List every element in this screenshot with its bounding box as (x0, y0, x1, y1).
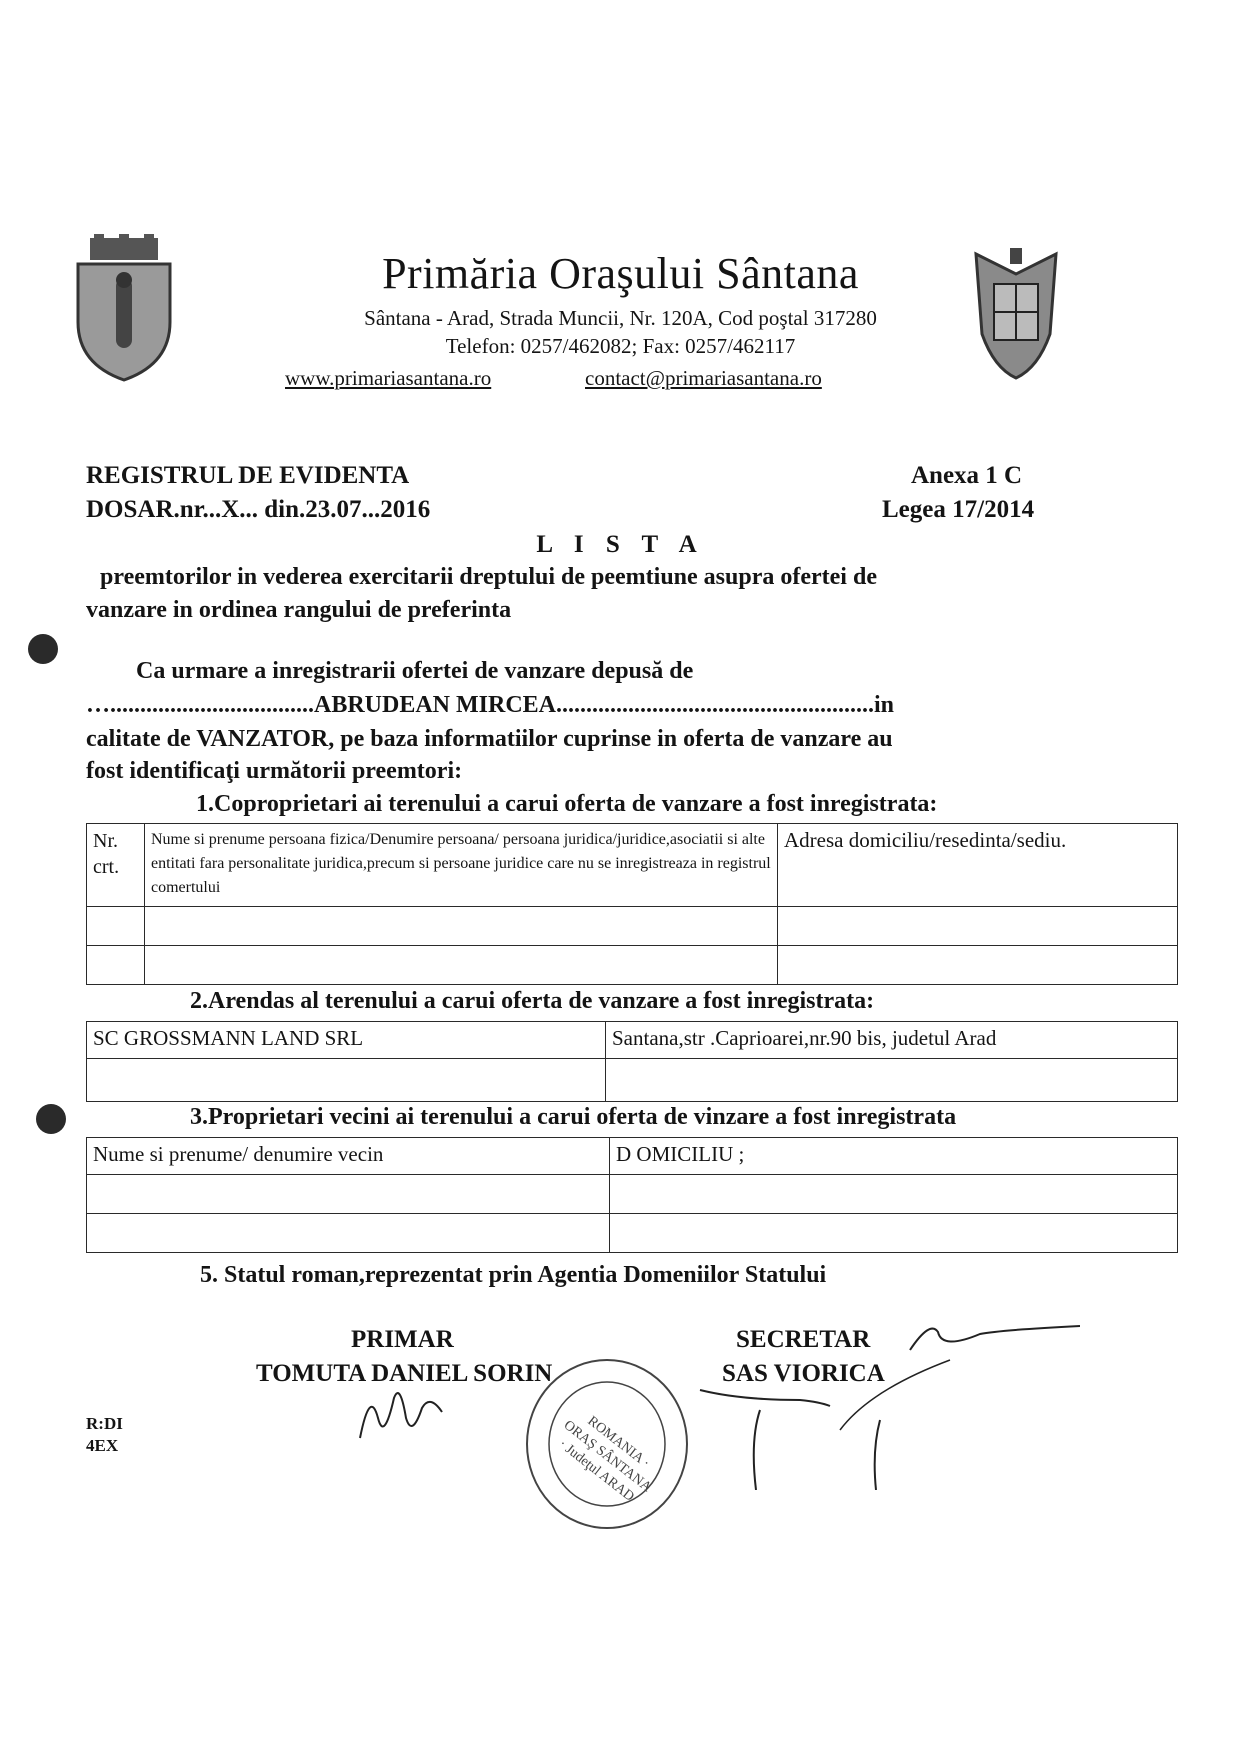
paragraph-line4: fost identificaţi următorii preemtori: (86, 758, 463, 784)
punch-hole-icon (28, 634, 58, 664)
col-name-header: Nume si prenume persoana fizica/Denumire persoana/ persoana juridica/juridice,asociatii si alte entitati fara personalitate juridica,precum si persoane juridice care nu se inregistreaza in registrul comertului (145, 824, 778, 907)
table-row (87, 1022, 1178, 1059)
copies-count: 4EX (86, 1436, 119, 1455)
mayor-name: TOMUTA DANIEL SORIN (256, 1360, 553, 1387)
institution-phone: Telefon: 0257/462082; Fax: 0257/462117 (445, 334, 796, 358)
col-neighbor-name-header: Nume si prenume/ denumire vecin (87, 1138, 610, 1175)
table-row (87, 946, 1178, 985)
institution-title: Primăria Oraşului Sântana (382, 249, 859, 298)
col-domicile-header: D OMICILIU ; (610, 1138, 1178, 1175)
table-header-row (87, 824, 1178, 907)
mayor-signature-icon (350, 1378, 450, 1448)
section3-heading: 3.Proprietari vecini ai terenului a carui oferta de vinzare a fost inregistrata (190, 1104, 957, 1130)
tenant-address: Santana,str .Caprioarei,nr.90 bis, judetul Arad (606, 1022, 1178, 1059)
website-link[interactable]: www.primariasantana.ro (285, 366, 492, 390)
table-header-row (87, 1138, 1178, 1175)
document-title: L I S T A (536, 531, 705, 558)
paragraph-line1: Ca urmare a inregistrarii ofertei de vanzare depusă de (136, 658, 694, 684)
tenant-name: SC GROSSMANN LAND SRL (87, 1022, 606, 1059)
paragraph-line2: …..................................ABRUDEAN MIRCEA.....................................................in (86, 692, 895, 718)
annex-label: Anexa 1 C (911, 462, 1023, 489)
document-subtitle-line2: vanzare in ordinea rangului de preferinta (86, 597, 512, 623)
paragraph-line3: calitate de VANZATOR, pe baza informatiilor cuprinse in oferta de vanzare au (86, 726, 893, 752)
section5-heading: 5. Statul roman,reprezentat prin Agentia Domeniilor Statului (200, 1262, 827, 1288)
coowners-table (86, 823, 1178, 985)
law-reference: Legea 17/2014 (882, 496, 1035, 523)
dosar-number: DOSAR.nr...X... din.23.07...2016 (86, 496, 431, 523)
reference-code: R:DI (86, 1414, 123, 1433)
stamp-text: ROMANIA · ORAŞ SÂNTANA · Judeţul ARAD (555, 1413, 654, 1505)
neighbors-table (86, 1137, 1178, 1253)
secretary-signature-icon (680, 1290, 1080, 1490)
institution-address: Sântana - Arad, Strada Muncii, Nr. 120A, Cod poştal 317280 (364, 306, 877, 330)
section1-heading: 1.Coproprietari ai terenului a carui oferta de vanzare a fost inregistrata: (196, 791, 938, 817)
document-subtitle-line1: preemtorilor in vederea exercitarii dreptului de peemtiune asupra ofertei de (100, 564, 877, 590)
table-row (87, 907, 1178, 946)
contact-links (285, 366, 905, 391)
col-nr-header: Nr. crt. (87, 824, 145, 907)
table-row (87, 1175, 1178, 1214)
registry-title: REGISTRUL DE EVIDENTA (86, 462, 410, 489)
table-row (87, 1214, 1178, 1253)
mayor-title: PRIMAR (351, 1326, 454, 1353)
tenant-table (86, 1021, 1178, 1102)
punch-hole-icon (36, 1104, 66, 1134)
section2-heading: 2.Arendas al terenului a carui oferta de vanzare a fost inregistrata: (190, 988, 875, 1014)
secretary-name: SAS VIORICA (722, 1360, 885, 1387)
secretary-title: SECRETAR (736, 1326, 871, 1353)
email-link[interactable]: contact@primariasantana.ro (585, 366, 822, 390)
table-row (87, 1059, 1178, 1102)
col-address-header: Adresa domiciliu/resedinta/sediu. (778, 824, 1178, 907)
